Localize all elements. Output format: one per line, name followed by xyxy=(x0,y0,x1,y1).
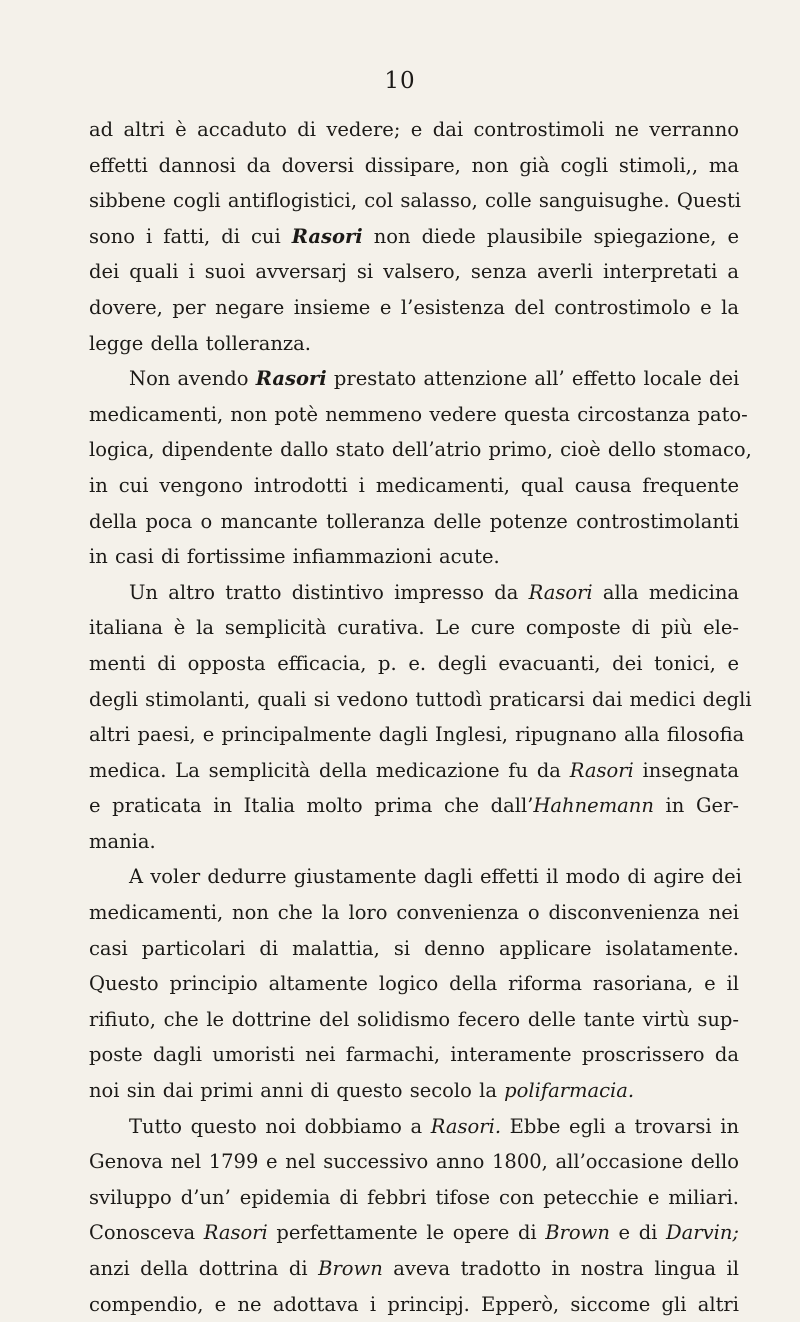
text-run: in Ger- xyxy=(653,794,739,818)
emphasized-name: Rasori xyxy=(255,367,327,391)
text-run: medica. La semplicità della medicazione fu da xyxy=(89,758,570,782)
text-line xyxy=(89,1002,739,1038)
text-line xyxy=(89,1073,739,1109)
text-run: Un altro tratto distintivo impresso da xyxy=(129,580,529,604)
text-line xyxy=(89,646,739,682)
text-line xyxy=(89,397,748,433)
text-run: della poca o mancante tolleranza delle potenze controstimolanti xyxy=(89,509,739,533)
text-run: Genova nel 1799 e nel successivo anno 1800, all’occasione dello xyxy=(89,1150,739,1174)
text-line xyxy=(89,326,739,362)
text-run: legge della tolleranza. xyxy=(89,331,311,355)
text-line xyxy=(89,931,739,967)
text-run: e praticata in Italia molto prima che dall’ xyxy=(89,794,534,818)
text-line xyxy=(89,361,739,397)
body-text xyxy=(89,112,752,1322)
emphasized-name: Darvin; xyxy=(666,1221,739,1245)
text-line xyxy=(89,1180,739,1216)
text-line xyxy=(89,148,739,184)
text-run: poste dagli umoristi nei farmachi, interamente proscrissero da xyxy=(89,1043,739,1067)
text-line xyxy=(89,859,742,895)
text-run: non diede plausibile spiegazione, e xyxy=(362,224,739,248)
text-run: casi particolari di malattia, si denno applicare isolatamente. xyxy=(89,936,739,960)
text-line xyxy=(89,290,739,326)
emphasized-name: Rasori. xyxy=(430,1114,502,1138)
text-run: dovere, per negare insieme e l’esistenza del controstimolo e la xyxy=(89,295,739,319)
text-line xyxy=(89,1287,739,1322)
text-run: sibbene cogli antiflogistici, col salasso, colle sanguisughe. Questi xyxy=(89,189,742,213)
text-run: sviluppo d’un’ epidemia di febbri tifose con petecchie e miliari. xyxy=(89,1185,739,1209)
text-line xyxy=(89,1109,739,1145)
emphasized-name: Hahnemann xyxy=(533,794,654,818)
text-line xyxy=(89,1037,739,1073)
text-run: Tutto questo noi dobbiamo a xyxy=(129,1114,431,1138)
text-line xyxy=(89,895,739,931)
text-line xyxy=(89,539,739,575)
text-line xyxy=(89,966,739,1002)
text-run: ad altri è accaduto di vedere; e dai controstimoli ne verranno xyxy=(89,118,739,141)
text-line xyxy=(89,575,739,611)
emphasized-name: Rasori xyxy=(291,224,363,248)
text-run: Non avendo xyxy=(129,367,256,391)
text-run: mania. xyxy=(89,829,156,853)
emphasized-name: polifarmacia. xyxy=(504,1079,635,1103)
text-run: aveva tradotto in nostra lingua il xyxy=(382,1257,739,1280)
text-line xyxy=(89,1215,739,1251)
text-line xyxy=(89,610,739,646)
emphasized-name: Brown xyxy=(545,1221,610,1245)
page-number: 10 xyxy=(384,68,416,94)
text-run: menti di opposta efficacia, p. e. degli evacuanti, dei tonici, e xyxy=(89,651,739,675)
text-run: compendio, e ne adottava i principj. Epperò, siccome gli altri xyxy=(89,1292,739,1316)
text-line xyxy=(89,183,742,219)
text-line xyxy=(89,824,739,860)
text-line xyxy=(89,682,752,718)
text-line xyxy=(89,219,739,255)
text-run: in casi di fortissime infiammazioni acute. xyxy=(89,545,500,569)
text-run: prestato attenzione all’ effetto locale dei xyxy=(326,367,740,391)
text-run: medicamenti, non potè nemmeno vedere questa circostanza pato- xyxy=(89,402,748,426)
text-run: in cui vengono introdotti i medicamenti, qual causa frequente xyxy=(89,473,739,497)
text-run: medicamenti, non che la loro convenienza o disconvenienza nei xyxy=(89,901,739,925)
text-run: Conosceva xyxy=(89,1221,204,1245)
emphasized-name: Rasori xyxy=(569,758,634,782)
emphasized-name: Rasori xyxy=(203,1221,268,1245)
text-run: noi sin dai primi anni di questo secolo la xyxy=(89,1079,505,1103)
text-line xyxy=(89,1251,739,1287)
emphasized-name: Rasori xyxy=(528,580,593,604)
text-line xyxy=(89,717,745,753)
text-run: alla medicina xyxy=(592,580,739,604)
text-line xyxy=(89,788,739,824)
emphasized-name: Brown xyxy=(318,1257,383,1280)
text-run: logica, dipendente dallo stato dell’atrio primo, cioè dello stomaco, xyxy=(89,438,752,462)
text-run: altri paesi, e principalmente dagli Inglesi, ripugnano alla filosofia xyxy=(89,723,745,747)
text-line xyxy=(89,254,739,290)
text-run: Ebbe egli a trovarsi in xyxy=(501,1114,739,1138)
text-line xyxy=(89,1144,739,1180)
text-run: perfettamente le opere di xyxy=(267,1221,546,1245)
text-run: degli stimolanti, quali si vedono tuttodì praticarsi dai medici degli xyxy=(89,687,752,711)
text-line xyxy=(89,112,739,148)
text-line xyxy=(89,468,739,504)
text-run: anzi della dottrina di xyxy=(89,1257,319,1280)
text-run: A voler dedurre giustamente dagli effetti il modo di agire dei xyxy=(129,865,742,889)
text-run: effetti dannosi da doversi dissipare, non già cogli stimoli,, ma xyxy=(89,153,739,177)
text-line xyxy=(89,432,752,468)
text-run: italiana è la semplicità curativa. Le cure composte di più ele- xyxy=(89,616,739,640)
text-run: insegnata xyxy=(633,758,740,782)
text-run: Questo principio altamente logico della riforma rasoriana, e il xyxy=(89,972,739,996)
text-line xyxy=(89,753,739,789)
text-line xyxy=(89,504,739,540)
text-run: sono i fatti, di cui xyxy=(89,224,292,248)
text-run: dei quali i suoi avversarj si valsero, senza averli interpretati a xyxy=(89,260,739,284)
text-run: rifiuto, che le dottrine del solidismo fecero delle tante virtù sup- xyxy=(89,1007,739,1031)
text-run: e di xyxy=(609,1221,667,1245)
